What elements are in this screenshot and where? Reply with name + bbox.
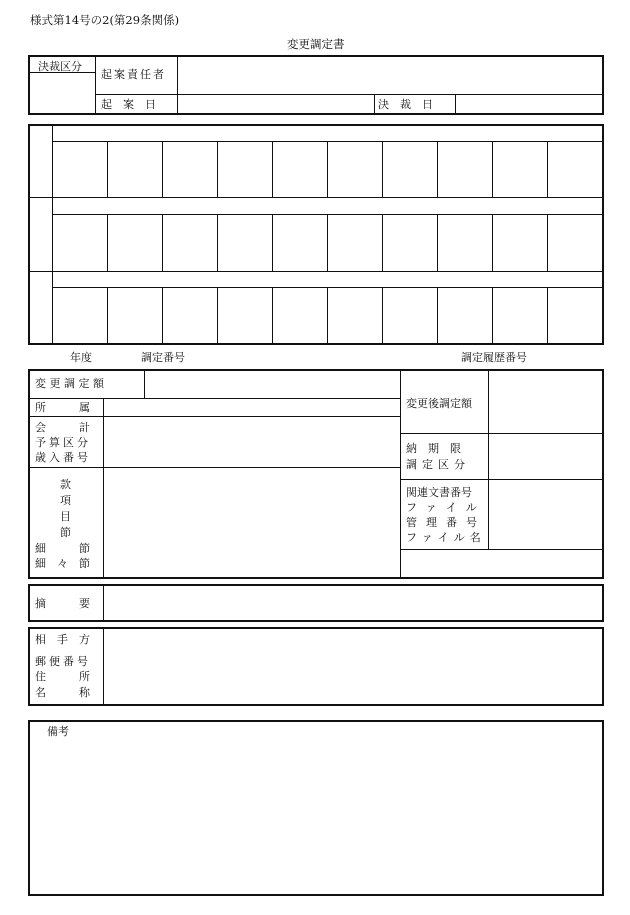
after-amount-label: 変更後調定額 [406,397,472,410]
budget-items-field[interactable] [104,468,400,578]
assess-class-label: 調定区分 [406,458,470,471]
account-label: 会 計 [35,421,90,434]
name-label: 名 称 [35,686,90,699]
decision-class-label: 決裁区分 [38,60,82,73]
form-number: 様式第14号の2(第29条関係) [30,13,180,27]
summary-field[interactable] [104,585,603,621]
after-amount-field[interactable] [489,370,603,433]
setsu-label: 節 [60,526,71,539]
department-field[interactable] [104,399,400,416]
department-label: 所 属 [35,401,90,414]
remarks-label: 備考 [47,725,69,738]
party-field[interactable] [104,628,603,705]
year-label: 年度 [70,351,92,364]
assessment-no-label: 調定番号 [141,351,185,364]
file-mgmt-label-1: ファイル [406,501,486,514]
revenue-no-label: 歳入番号 [35,451,91,464]
postal-label: 郵便番号 [35,655,91,668]
change-amount-label: 変 更 調 定 額 [35,377,104,390]
change-amount-field[interactable] [145,370,400,398]
history-no-label: 調定履歴番号 [461,351,527,364]
seal-row-1[interactable] [53,142,603,197]
summary-label: 摘 要 [35,597,90,610]
draft-date-label: 起 案 日 [101,98,156,111]
kou-label: 項 [60,494,71,507]
decision-date-label: 決 裁 日 [378,98,433,111]
drafter-label: 起案責任者 [101,68,166,81]
saisaisetsu-label: 細 々 節 [35,557,90,570]
budget-class-label: 予算区分 [35,436,91,449]
file-mgmt-label-2: 管理番号 [406,516,486,529]
counterparty-label: 相 手 方 [35,633,90,646]
address-label: 住 所 [35,670,90,683]
remarks-field[interactable] [30,740,602,894]
kan-label: 款 [60,478,71,491]
file-name-label: ファイル名 [406,531,486,544]
deadline-label: 納 期 限 [406,442,461,455]
seal-row-3[interactable] [53,288,603,344]
account-budget-field[interactable] [104,417,400,467]
page-title: 変更調定書 [287,37,345,51]
deadline-field[interactable] [489,434,603,479]
extra-field[interactable] [401,550,603,578]
related-doc-field[interactable] [489,480,603,549]
drafter-field[interactable] [178,56,603,94]
seal-row-2[interactable] [53,215,603,271]
draft-date-field[interactable] [178,95,374,114]
saisetsu-label: 細 節 [35,542,90,555]
decision-date-field[interactable] [456,95,603,114]
decision-class-field[interactable] [29,73,95,114]
moku-label: 目 [60,510,71,523]
related-doc-label: 関連文書番号 [406,486,472,499]
